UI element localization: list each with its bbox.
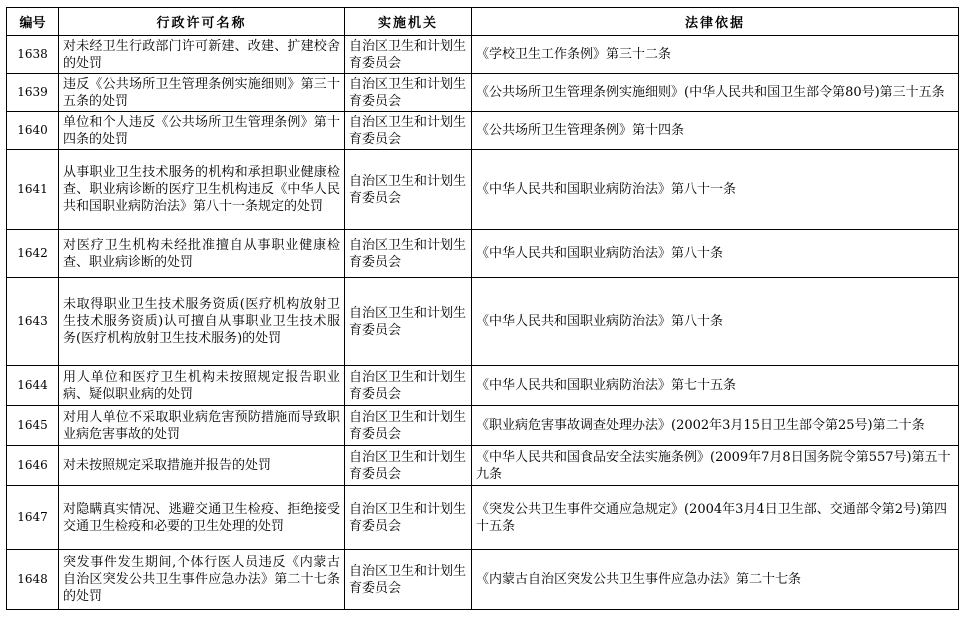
agency: 自治区卫生和计划生育委员会 bbox=[345, 486, 472, 550]
header-name: 行政许可名称 bbox=[59, 8, 345, 36]
legal-basis: 《公共场所卫生管理条例实施细则》(中华人民共和国卫生部令第80号)第三十五条 bbox=[472, 74, 959, 112]
permit-name: 对隐瞒真实情况、逃避交通卫生检疫、拒绝接受交通卫生检疫和必要的卫生处理的处罚 bbox=[59, 486, 345, 550]
legal-basis: 《突发公共卫生事件交通应急规定》(2004年3月4日卫生部、交通部令第2号)第四十五条 bbox=[472, 486, 959, 550]
permit-name: 突发事件发生期间,个体行医人员违反《内蒙古自治区突发公共卫生事件应急办法》第二十七条的处罚 bbox=[59, 550, 345, 610]
permit-name: 从事职业卫生技术服务的机构和承担职业健康检查、职业病诊断的医疗卫生机构违反《中华人民共和国职业病防治法》第八十一条规定的处罚 bbox=[59, 150, 345, 230]
table-row bbox=[7, 366, 959, 406]
legal-basis: 《职业病危害事故调查处理办法》(2002年3月15日卫生部令第25号)第二十条 bbox=[472, 406, 959, 446]
permit-name: 用人单位和医疗卫生机构未按照规定报告职业病、疑似职业病的处罚 bbox=[59, 366, 345, 406]
permit-name: 对医疗卫生机构未经批准擅自从事职业健康检查、职业病诊断的处罚 bbox=[59, 230, 345, 278]
legal-basis: 《中华人民共和国职业病防治法》第八十一条 bbox=[472, 150, 959, 230]
permit-table bbox=[6, 7, 959, 610]
row-number: 1643 bbox=[7, 278, 59, 366]
row-number: 1638 bbox=[7, 36, 59, 74]
table-row bbox=[7, 230, 959, 278]
row-number: 1639 bbox=[7, 74, 59, 112]
permit-name: 未取得职业卫生技术服务资质(医疗机构放射卫生技术服务资质)认可擅自从事职业卫生技术服务(医疗机构放射卫生技术服务)的处罚 bbox=[59, 278, 345, 366]
permit-name: 对未经卫生行政部门许可新建、改建、扩建校舍的处罚 bbox=[59, 36, 345, 74]
agency: 自治区卫生和计划生育委员会 bbox=[345, 446, 472, 486]
table-row bbox=[7, 278, 959, 366]
row-number: 1648 bbox=[7, 550, 59, 610]
row-number: 1645 bbox=[7, 406, 59, 446]
legal-basis: 《学校卫生工作条例》第三十二条 bbox=[472, 36, 959, 74]
table-row bbox=[7, 446, 959, 486]
legal-basis: 《中华人民共和国职业病防治法》第八十条 bbox=[472, 230, 959, 278]
legal-basis: 《公共场所卫生管理条例》第十四条 bbox=[472, 112, 959, 150]
permit-name: 单位和个人违反《公共场所卫生管理条例》第十四条的处罚 bbox=[59, 112, 345, 150]
agency: 自治区卫生和计划生育委员会 bbox=[345, 150, 472, 230]
table-row bbox=[7, 550, 959, 610]
legal-basis: 《内蒙古自治区突发公共卫生事件应急办法》第二十七条 bbox=[472, 550, 959, 610]
header-law: 法律依据 bbox=[472, 8, 959, 36]
permit-name: 违反《公共场所卫生管理条例实施细则》第三十五条的处罚 bbox=[59, 74, 345, 112]
row-number: 1644 bbox=[7, 366, 59, 406]
agency: 自治区卫生和计划生育委员会 bbox=[345, 278, 472, 366]
table-row bbox=[7, 112, 959, 150]
table-row bbox=[7, 486, 959, 550]
header-org: 实施机关 bbox=[345, 8, 472, 36]
document-page bbox=[6, 7, 958, 610]
legal-basis: 《中华人民共和国食品安全法实施条例》(2009年7月8日国务院令第557号)第五十九条 bbox=[472, 446, 959, 486]
row-number: 1642 bbox=[7, 230, 59, 278]
legal-basis: 《中华人民共和国职业病防治法》第七十五条 bbox=[472, 366, 959, 406]
header-no: 编号 bbox=[7, 8, 59, 36]
header-row bbox=[7, 8, 959, 36]
permit-name: 对用人单位不采取职业病危害预防措施而导致职业病危害事故的处罚 bbox=[59, 406, 345, 446]
row-number: 1647 bbox=[7, 486, 59, 550]
agency: 自治区卫生和计划生育委员会 bbox=[345, 230, 472, 278]
table-row bbox=[7, 36, 959, 74]
agency: 自治区卫生和计划生育委员会 bbox=[345, 550, 472, 610]
agency: 自治区卫生和计划生育委员会 bbox=[345, 366, 472, 406]
row-number: 1641 bbox=[7, 150, 59, 230]
agency: 自治区卫生和计划生育委员会 bbox=[345, 36, 472, 74]
row-number: 1640 bbox=[7, 112, 59, 150]
agency: 自治区卫生和计划生育委员会 bbox=[345, 406, 472, 446]
row-number: 1646 bbox=[7, 446, 59, 486]
table-row bbox=[7, 74, 959, 112]
agency: 自治区卫生和计划生育委员会 bbox=[345, 74, 472, 112]
table-row bbox=[7, 406, 959, 446]
agency: 自治区卫生和计划生育委员会 bbox=[345, 112, 472, 150]
table-row bbox=[7, 150, 959, 230]
permit-name: 对未按照规定采取措施并报告的处罚 bbox=[59, 446, 345, 486]
legal-basis: 《中华人民共和国职业病防治法》第八十条 bbox=[472, 278, 959, 366]
